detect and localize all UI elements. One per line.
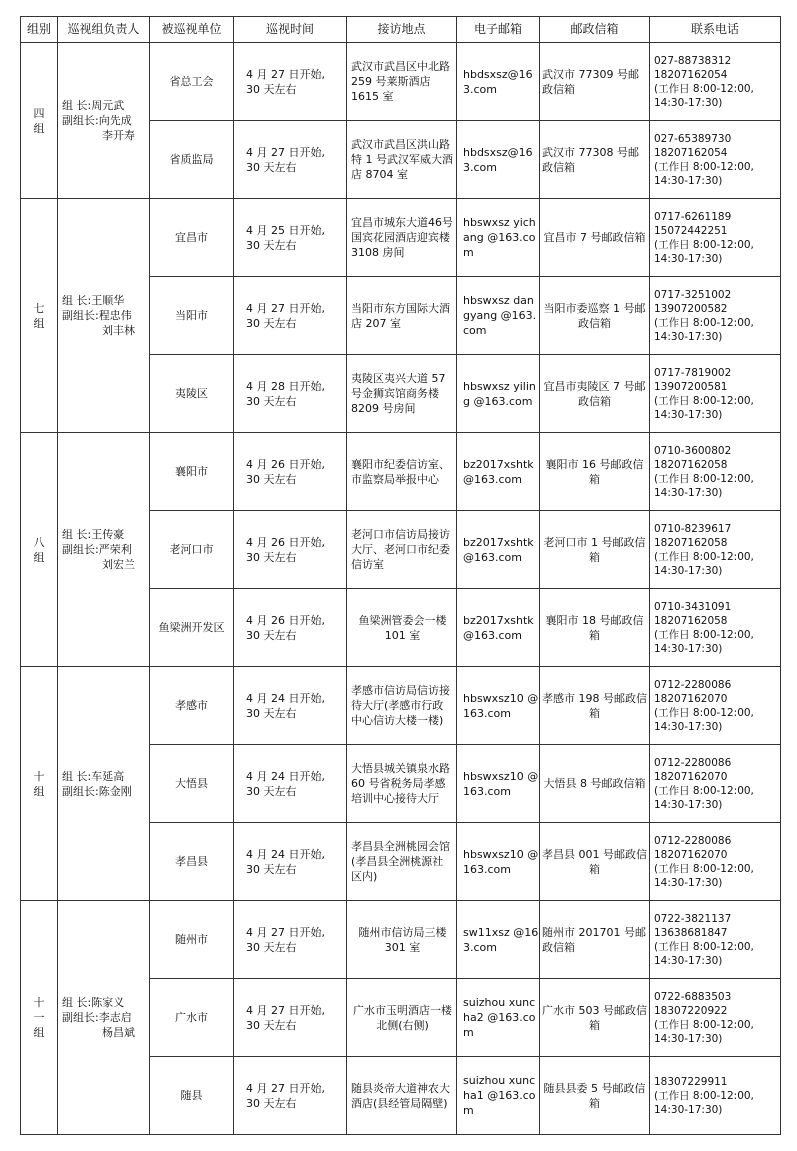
visit-time: 4 月 26 日开始, 30 天左右 (234, 511, 347, 589)
group-leaders: 组 长:陈家义 副组长:李志启 杨昌斌 (58, 901, 150, 1135)
visit-time: 4 月 27 日开始, 30 天左右 (234, 121, 347, 199)
visit-location: 随县炎帝大道神农大酒店(县经管局隔壁) (347, 1057, 457, 1135)
phone-info: 0710-3600802 18207162058 (工作日 8:00-12:00, 14:30-17:30) (650, 433, 781, 511)
group-name: 四 组 (21, 43, 58, 199)
post-box: 武汉市 77308 号邮政信箱 (540, 121, 650, 199)
header-location: 接访地点 (347, 17, 457, 43)
phone-info: 0717-3251002 13907200582 (工作日 8:00-12:00, 14:30-17:30) (650, 277, 781, 355)
visit-time: 4 月 26 日开始, 30 天左右 (234, 433, 347, 511)
email-address: hbswxsz yichang @163.com (457, 199, 540, 277)
visit-location: 宜昌市城东大道46号国宾花园酒店迎宾楼 3108 房间 (347, 199, 457, 277)
email-address: hbdsxsz@163.com (457, 43, 540, 121)
visit-location: 夷陵区夷兴大道 57 号金狮宾馆商务楼 8209 号房间 (347, 355, 457, 433)
phone-info: 0712-2280086 18207162070 (工作日 8:00-12:00, 14:30-17:30) (650, 667, 781, 745)
visit-time: 4 月 27 日开始, 30 天左右 (234, 979, 347, 1057)
visit-time: 4 月 24 日开始, 30 天左右 (234, 823, 347, 901)
table-row (21, 901, 781, 979)
table-row (21, 43, 781, 121)
header-group: 组别 (21, 17, 58, 43)
email-address: bz2017xshtk@163.com (457, 589, 540, 667)
email-address: bz2017xshtk@163.com (457, 511, 540, 589)
email-address: suizhou xuncha2 @163.com (457, 979, 540, 1057)
unit-name: 孝昌县 (150, 823, 234, 901)
visit-location: 孝感市信访局信访接待大厅(孝感市行政中心信访大楼一楼) (347, 667, 457, 745)
visit-time: 4 月 24 日开始, 30 天左右 (234, 667, 347, 745)
unit-name: 广水市 (150, 979, 234, 1057)
unit-name: 随州市 (150, 901, 234, 979)
email-address: sw11xsz @163.com (457, 901, 540, 979)
group-name: 十 一 组 (21, 901, 58, 1135)
email-address: hbswxsz10 @163.com (457, 667, 540, 745)
phone-info: 0710-8239617 18207162058 (工作日 8:00-12:00, 14:30-17:30) (650, 511, 781, 589)
header-post: 邮政信箱 (540, 17, 650, 43)
post-box: 宜昌市夷陵区 7 号邮政信箱 (540, 355, 650, 433)
visit-location: 老河口市信访局接访大厅、老河口市纪委信访室 (347, 511, 457, 589)
visit-location: 广水市玉明酒店一楼北侧(右侧) (347, 979, 457, 1057)
visit-time: 4 月 25 日开始, 30 天左右 (234, 199, 347, 277)
post-box: 襄阳市 16 号邮政信箱 (540, 433, 650, 511)
phone-info: 18307229911 (工作日 8:00-12:00, 14:30-17:30) (650, 1057, 781, 1135)
visit-time: 4 月 28 日开始, 30 天左右 (234, 355, 347, 433)
group-name: 七 组 (21, 199, 58, 433)
email-address: hbswxsz10 @163.com (457, 823, 540, 901)
phone-info: 0717-7819002 13907200581 (工作日 8:00-12:00, 14:30-17:30) (650, 355, 781, 433)
post-box: 随州市 201701 号邮政信箱 (540, 901, 650, 979)
visit-time: 4 月 26 日开始, 30 天左右 (234, 589, 347, 667)
group-name: 八 组 (21, 433, 58, 667)
post-box: 孝感市 198 号邮政信箱 (540, 667, 650, 745)
visit-time: 4 月 27 日开始, 30 天左右 (234, 277, 347, 355)
visit-location: 随州市信访局三楼 301 室 (347, 901, 457, 979)
visit-location: 武汉市武昌区洪山路特 1 号武汉军威大酒店 8704 室 (347, 121, 457, 199)
post-box: 当阳市委巡察 1 号邮政信箱 (540, 277, 650, 355)
email-address: hbswxsz yiling @163.com (457, 355, 540, 433)
header-email: 电子邮箱 (457, 17, 540, 43)
phone-info: 0710-3431091 18207162058 (工作日 8:00-12:00, 14:30-17:30) (650, 589, 781, 667)
unit-name: 襄阳市 (150, 433, 234, 511)
phone-info: 027-65389730 18207162054 (工作日 8:00-12:00, 14:30-17:30) (650, 121, 781, 199)
phone-info: 0722-3821137 13638681847 (工作日 8:00-12:00, 14:30-17:30) (650, 901, 781, 979)
unit-name: 夷陵区 (150, 355, 234, 433)
visit-location: 当阳市东方国际大酒店 207 室 (347, 277, 457, 355)
post-box: 广水市 503 号邮政信箱 (540, 979, 650, 1057)
unit-name: 孝感市 (150, 667, 234, 745)
unit-name: 宜昌市 (150, 199, 234, 277)
group-leaders: 组 长:王顺华 副组长:程忠伟 刘丰林 (58, 199, 150, 433)
unit-name: 鱼梁洲开发区 (150, 589, 234, 667)
table-row (21, 199, 781, 277)
post-box: 孝昌县 001 号邮政信箱 (540, 823, 650, 901)
inspection-table (20, 16, 781, 1135)
visit-time: 4 月 27 日开始, 30 天左右 (234, 901, 347, 979)
group-leaders: 组 长:周元武 副组长:向先成 李开寿 (58, 43, 150, 199)
header-row (21, 17, 781, 43)
table-row (21, 433, 781, 511)
unit-name: 大悟县 (150, 745, 234, 823)
visit-location: 武汉市武昌区中北路 259 号莱斯酒店1615 室 (347, 43, 457, 121)
email-address: hbswxsz10 @163.com (457, 745, 540, 823)
post-box: 襄阳市 18 号邮政信箱 (540, 589, 650, 667)
visit-time: 4 月 27 日开始, 30 天左右 (234, 1057, 347, 1135)
post-box: 宜昌市 7 号邮政信箱 (540, 199, 650, 277)
unit-name: 省总工会 (150, 43, 234, 121)
phone-info: 027-88738312 18207162054 (工作日 8:00-12:00, 14:30-17:30) (650, 43, 781, 121)
phone-info: 0717-6261189 15072442251 (工作日 8:00-12:00, 14:30-17:30) (650, 199, 781, 277)
header-time: 巡视时间 (234, 17, 347, 43)
unit-name: 老河口市 (150, 511, 234, 589)
header-phone: 联系电话 (650, 17, 781, 43)
header-leader: 巡视组负责人 (58, 17, 150, 43)
post-box: 随县县委 5 号邮政信箱 (540, 1057, 650, 1135)
email-address: hbdsxsz@163.com (457, 121, 540, 199)
phone-info: 0722-6883503 18307220922 (工作日 8:00-12:00, 14:30-17:30) (650, 979, 781, 1057)
visit-location: 鱼梁洲管委会一楼 101 室 (347, 589, 457, 667)
visit-time: 4 月 27 日开始, 30 天左右 (234, 43, 347, 121)
visit-location: 大悟县城关镇泉水路 60 号省税务局孝感培训中心接待大厅 (347, 745, 457, 823)
visit-location: 孝昌县全洲桃园会馆(孝昌县全洲桃源社区内) (347, 823, 457, 901)
email-address: hbswxsz dangyang @163.com (457, 277, 540, 355)
email-address: suizhou xuncha1 @163.com (457, 1057, 540, 1135)
email-address: bz2017xshtk@163.com (457, 433, 540, 511)
post-box: 武汉市 77309 号邮政信箱 (540, 43, 650, 121)
post-box: 老河口市 1 号邮政信箱 (540, 511, 650, 589)
phone-info: 0712-2280086 18207162070 (工作日 8:00-12:00, 14:30-17:30) (650, 745, 781, 823)
unit-name: 随县 (150, 1057, 234, 1135)
post-box: 大悟县 8 号邮政信箱 (540, 745, 650, 823)
group-leaders: 组 长:王传豪 副组长:严荣利 刘宏兰 (58, 433, 150, 667)
table-row (21, 667, 781, 745)
phone-info: 0712-2280086 18207162070 (工作日 8:00-12:00, 14:30-17:30) (650, 823, 781, 901)
unit-name: 省质监局 (150, 121, 234, 199)
group-leaders: 组 长:车延高 副组长:陈金刚 (58, 667, 150, 901)
header-unit: 被巡视单位 (150, 17, 234, 43)
group-name: 十 组 (21, 667, 58, 901)
visit-time: 4 月 24 日开始, 30 天左右 (234, 745, 347, 823)
unit-name: 当阳市 (150, 277, 234, 355)
visit-location: 襄阳市纪委信访室、市监察局举报中心 (347, 433, 457, 511)
